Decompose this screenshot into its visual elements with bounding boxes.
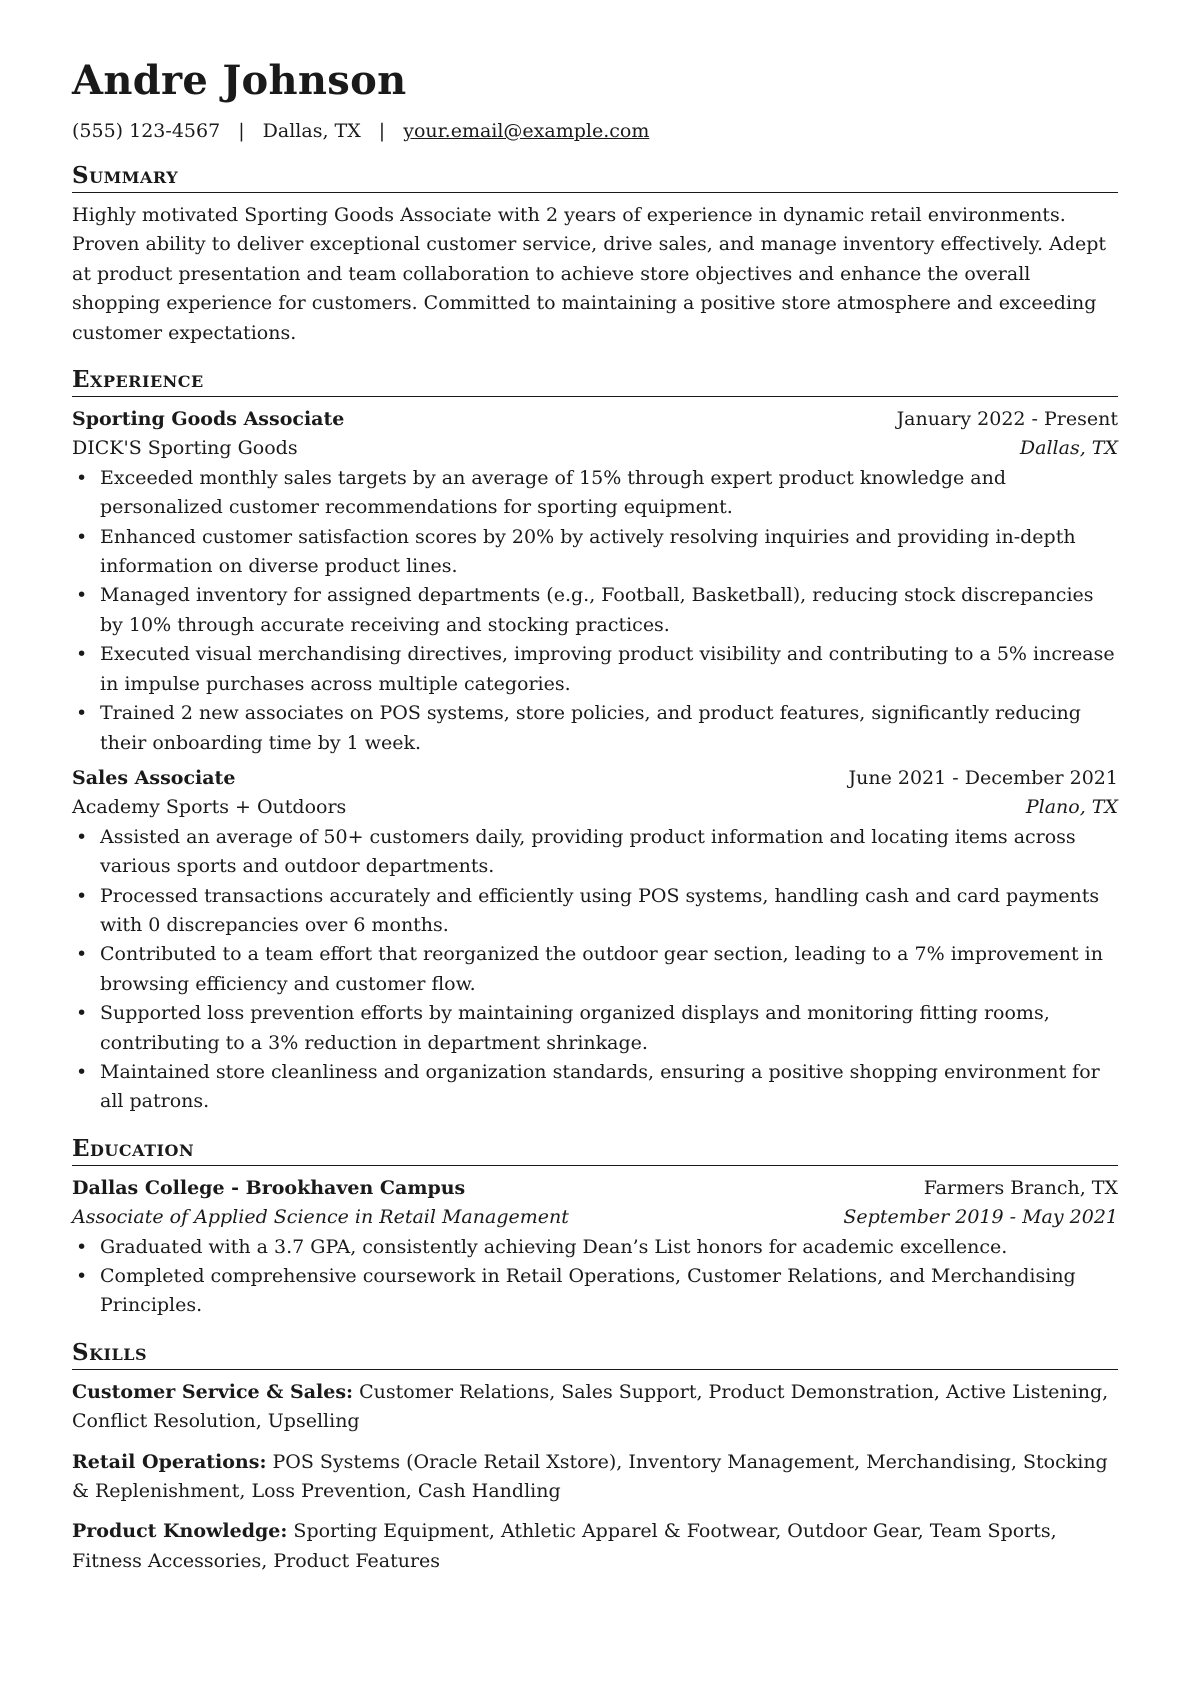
skill-group bbox=[72, 1448, 1118, 1507]
skill-group bbox=[72, 1378, 1118, 1437]
job-dates: January 2022 - Present bbox=[896, 408, 1118, 431]
job-bullets bbox=[72, 823, 1118, 1117]
job-role: Sales Associate bbox=[72, 766, 236, 789]
school-name: Dallas College - Brookhaven Campus bbox=[72, 1176, 466, 1199]
job-role: Sporting Goods Associate bbox=[72, 408, 345, 431]
job-company: DICK'S Sporting Goods bbox=[72, 437, 298, 460]
location: Dallas, TX bbox=[262, 120, 361, 142]
skill-group bbox=[72, 1517, 1118, 1576]
education-entry bbox=[72, 1174, 1118, 1321]
job-entry bbox=[72, 405, 1118, 758]
list-item: • Processed transactions accurately and efficiently using POS systems, handling cash and card payments with 0 discrepancies over 6 months. bbox=[100, 882, 1118, 941]
skill-group-items: Sporting Equipment, Athletic Apparel & Footwear, Outdoor Gear, Team Sports, Fitness Accessories, Product Features bbox=[72, 1520, 1057, 1572]
section-title-experience: Experience bbox=[72, 366, 1118, 397]
list-item: • Contributed to a team effort that reorganized the outdoor gear section, leading to a 7% improvement in browsing efficiency and customer flow. bbox=[100, 940, 1118, 999]
skill-group-items: Customer Relations, Sales Support, Product Demonstration, Active Listening, Conflict Resolution, Upselling bbox=[72, 1380, 1109, 1433]
contact-line bbox=[72, 118, 1118, 144]
skill-group-label: Product Knowledge: bbox=[72, 1520, 288, 1543]
job-dates: June 2021 - December 2021 bbox=[848, 766, 1118, 789]
school-location: Farmers Branch, TX bbox=[923, 1176, 1118, 1199]
candidate-name: Andre Johnson bbox=[72, 57, 407, 104]
list-item: • Completed comprehensive coursework in Retail Operations, Customer Relations, and Merchandising Principles. bbox=[100, 1262, 1118, 1321]
contact-separator: | bbox=[378, 120, 386, 142]
summary-section bbox=[72, 162, 1118, 348]
list-item: • Graduated with a 3.7 GPA, consistently achieving Dean’s List honors for academic excellence. bbox=[100, 1233, 1118, 1262]
list-item: • Executed visual merchandising directives, improving product visibility and contributing to a 5% increase in impulse purchases across multiple categories. bbox=[100, 640, 1118, 699]
summary-text: Highly motivated Sporting Goods Associate with 2 years of experience in dynamic retail environments. Proven ability to deliver exceptional customer service, drive sales, and manage inventory effectively. Adept at product presentation and team collaboration to achieve store objectives and enhance the overall shopping experience for customers. Committed to maintaining a positive store atmosphere and exceeding customer expectations. bbox=[72, 204, 1106, 344]
section-title-education: Education bbox=[72, 1135, 1118, 1166]
education-bullets bbox=[72, 1233, 1118, 1321]
skill-group-items: POS Systems (Oracle Retail Xstore), Inventory Management, Merchandising, Stocking & Replenishment, Loss Prevention, Cash Handling bbox=[72, 1450, 1108, 1503]
experience-section bbox=[72, 366, 1118, 1117]
section-title-summary: Summary bbox=[72, 162, 1118, 193]
job-company: Academy Sports + Outdoors bbox=[72, 796, 347, 819]
degree: Associate of Applied Science in Retail Management bbox=[72, 1206, 569, 1229]
job-bullets bbox=[72, 464, 1118, 758]
job-location: Plano, TX bbox=[1025, 796, 1118, 819]
job-location: Dallas, TX bbox=[1019, 437, 1118, 460]
skill-group-label: Customer Service & Sales: bbox=[72, 1380, 354, 1403]
education-section bbox=[72, 1135, 1118, 1321]
list-item: • Exceeded monthly sales targets by an average of 15% through expert product knowledge and personalized customer recommendations for sporting equipment. bbox=[100, 464, 1118, 523]
email-link[interactable]: your.email@example.com bbox=[403, 120, 650, 142]
list-item: • Trained 2 new associates on POS systems, store policies, and product features, significantly reducing their onboarding time by 1 week. bbox=[100, 699, 1118, 758]
list-item: • Assisted an average of 50+ customers daily, providing product information and locating items across various sports and outdoor departments. bbox=[100, 823, 1118, 882]
contact-separator: | bbox=[238, 120, 245, 142]
list-item: • Supported loss prevention efforts by maintaining organized displays and monitoring fitting rooms, contributing to a 3% reduction in department shrinkage. bbox=[100, 999, 1118, 1058]
education-dates: September 2019 - May 2021 bbox=[843, 1206, 1118, 1229]
phone-number: (555) 123-4567 bbox=[72, 120, 221, 142]
list-item: • Managed inventory for assigned departments (e.g., Football, Basketball), reducing stock discrepancies by 10% through accurate receiving and stocking practices. bbox=[100, 581, 1118, 640]
section-title-skills: Skills bbox=[72, 1339, 1118, 1370]
list-item: • Enhanced customer satisfaction scores by 20% by actively resolving inquiries and providing in-depth information on diverse product lines. bbox=[100, 523, 1118, 582]
job-entry bbox=[72, 764, 1118, 1117]
list-item: • Maintained store cleanliness and organization standards, ensuring a positive shopping environment for all patrons. bbox=[100, 1058, 1118, 1117]
skill-group-label: Retail Operations: bbox=[72, 1450, 267, 1473]
skills-section bbox=[72, 1339, 1118, 1576]
